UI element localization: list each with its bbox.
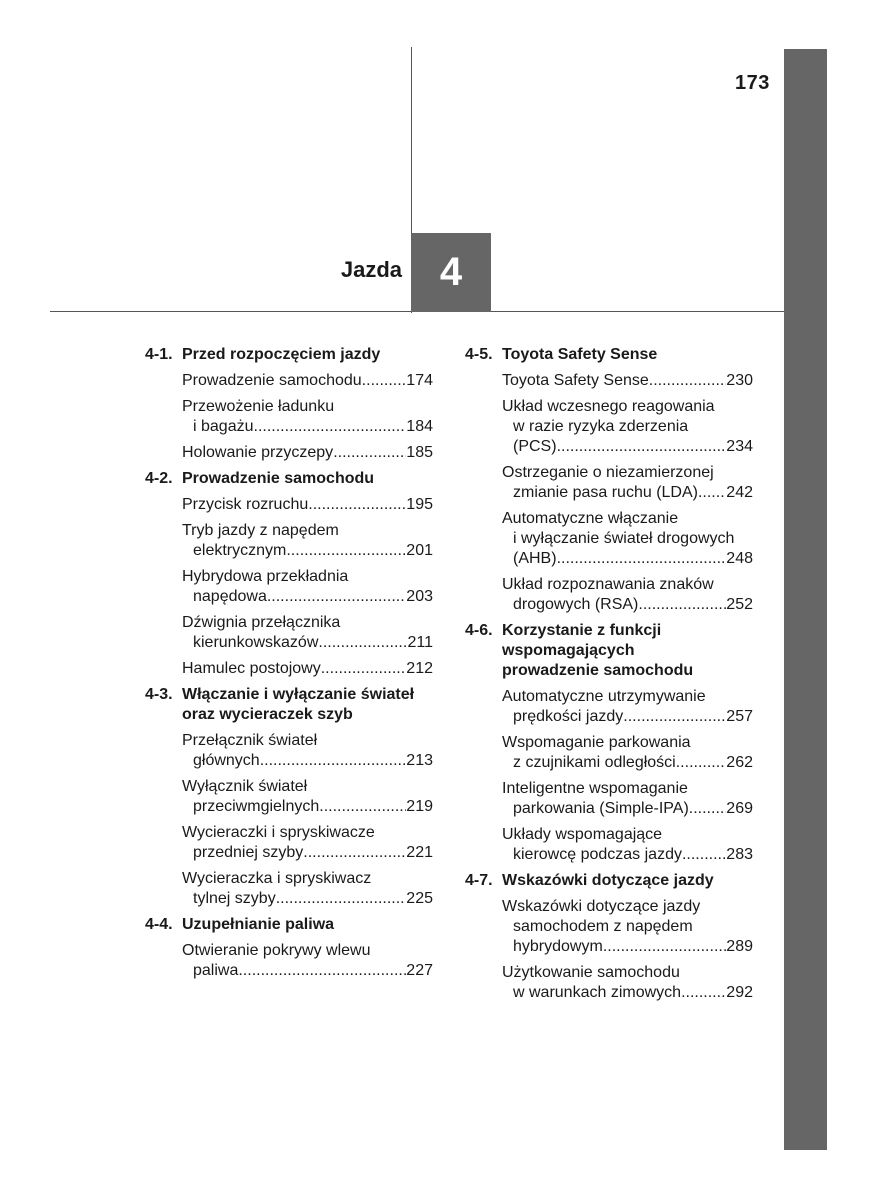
toc-leader-dots [319, 797, 406, 817]
toc-entry-text: tylnej szyby [193, 890, 276, 907]
toc-entry-line [502, 845, 753, 865]
toc-leader-dots [238, 961, 406, 981]
toc-entry[interactable] [182, 443, 433, 463]
toc-section-number: 4-1. [145, 346, 173, 363]
toc-entry-line [502, 437, 753, 457]
toc-column-right [465, 345, 753, 1009]
toc-entry-text: Wspomaganie parkowania [502, 734, 691, 751]
toc-entry-line [502, 687, 753, 707]
toc-page-number: 242 [726, 484, 753, 501]
toc-entry-text: paliwa [193, 962, 239, 979]
toc-page-number: 219 [406, 798, 433, 815]
toc-leader-dots [557, 549, 727, 569]
toc-section-title [182, 915, 334, 935]
toc-page-number: 252 [726, 596, 753, 613]
chapter-number: 4 [439, 250, 463, 294]
toc-entry-text: Otwieranie pokrywy wlewu [182, 942, 371, 959]
toc-leader-dots [260, 751, 407, 771]
toc-entry-text: w razie ryzyka zderzenia [513, 418, 689, 435]
toc-entry-text: Przełącznik świateł [182, 732, 318, 749]
toc-entry-line [502, 825, 753, 845]
toc-entry-line [502, 509, 753, 529]
toc-page-number: 174 [406, 372, 433, 389]
toc-entry-line [182, 961, 433, 981]
toc-page-number: 257 [726, 708, 753, 725]
toc-leader-dots [557, 437, 727, 457]
toc-entry-line [502, 779, 753, 799]
toc-entry-line [502, 483, 753, 503]
toc-entry-line [182, 823, 433, 843]
toc-entry-line [182, 777, 433, 797]
toc-leader-dots [682, 845, 726, 865]
toc-leader-dots [254, 417, 407, 437]
toc-entry[interactable] [502, 371, 753, 391]
toc-entry-text: samochodem z napędem [513, 918, 693, 935]
toc-entry-text: parkowania (Simple-IPA) [513, 800, 689, 817]
toc-entry[interactable] [502, 733, 753, 773]
toc-entry-text: Inteligentne wspomaganie [502, 780, 688, 797]
toc-entry-line [182, 633, 433, 653]
toc-page-number: 269 [726, 800, 753, 817]
toc-entry-line [502, 963, 753, 983]
toc-entry-text: przeciwmgielnych [193, 798, 320, 815]
toc-section-title-line: Wskazówki dotyczące jazdy [502, 872, 714, 889]
toc-section-title-line: Uzupełnianie paliwa [182, 916, 335, 933]
toc-entry[interactable] [502, 575, 753, 615]
toc-entry[interactable] [182, 521, 433, 561]
toc-entry-line [502, 575, 753, 595]
toc-section-title [502, 621, 693, 681]
toc-section-title [182, 685, 414, 725]
toc-entry-line [182, 889, 433, 909]
toc-page-number: 221 [406, 844, 433, 861]
toc-page-number: 201 [406, 542, 433, 559]
toc-entry-line [182, 417, 433, 437]
toc-entry[interactable] [182, 869, 433, 909]
toc-entry[interactable] [182, 941, 433, 981]
toc-entry-line [502, 753, 753, 773]
toc-entry-line [502, 707, 753, 727]
toc-section-heading [145, 345, 433, 365]
toc-entry-text: Układy wspomagające [502, 826, 663, 843]
toc-page-number: 185 [406, 444, 433, 461]
toc-entry[interactable] [502, 687, 753, 727]
toc-entry-line [182, 659, 433, 679]
toc-section-title-line: Prowadzenie samochodu [182, 470, 375, 487]
toc-entry-text: Prowadzenie samochodu [182, 372, 362, 389]
toc-section-title [182, 469, 374, 489]
toc-entry-line [502, 595, 753, 615]
toc-entry[interactable] [182, 659, 433, 679]
toc-entry[interactable] [502, 779, 753, 819]
chapter-number-box [411, 233, 491, 312]
toc-entry-text: Dźwignia przełącznika [182, 614, 341, 631]
toc-section-heading [145, 469, 433, 489]
toc-section-number: 4-4. [145, 916, 173, 933]
toc-section-title [182, 345, 380, 365]
toc-entry-text: Układ rozpoznawania znaków [502, 576, 714, 593]
toc-section-title-line: Włączanie i wyłączanie świateł [182, 686, 415, 703]
toc-entry-line [502, 733, 753, 753]
toc-entry-text: z czujnikami odległości [513, 754, 676, 771]
toc-entry-line [502, 917, 753, 937]
toc-leader-dots [698, 483, 726, 503]
toc-entry-text: Holowanie przyczepy [182, 444, 334, 461]
toc-leader-dots [308, 495, 406, 515]
toc-page-number: 230 [726, 372, 753, 389]
toc-entry-line [182, 731, 433, 751]
page-number: 173 [735, 72, 770, 94]
toc-page-number: 262 [726, 754, 753, 771]
toc-entry-text: Automatyczne włączanie [502, 510, 679, 527]
toc-section-heading [145, 685, 433, 725]
toc-entry-text: kierunkowskazów [193, 634, 319, 651]
toc-entry-text: prędkości jazdy [513, 708, 624, 725]
toc-entry-text: zmianie pasa ruchu (LDA) [513, 484, 698, 501]
toc-entry[interactable] [502, 963, 753, 1003]
toc-entry[interactable] [502, 897, 753, 957]
toc-page-number: 213 [406, 752, 433, 769]
toc-section-title [502, 345, 657, 365]
chapter-side-tab [784, 49, 827, 1150]
toc-section-title-line: Przed rozpoczęciem jazdy [182, 346, 381, 363]
toc-entry-line [502, 897, 753, 917]
toc-entry-text: Hybrydowa przekładnia [182, 568, 349, 585]
toc-entry[interactable] [502, 825, 753, 865]
toc-leader-dots [623, 707, 726, 727]
toc-section-number: 4-5. [465, 346, 493, 363]
toc-page-number: 248 [726, 550, 753, 567]
toc-entry-line [182, 843, 433, 863]
toc-entry-line [502, 937, 753, 957]
toc-entry-line [182, 869, 433, 889]
toc-page-number: 203 [406, 588, 433, 605]
toc-entry-line [182, 495, 433, 515]
toc-entry-line [502, 983, 753, 1003]
toc-entry-text: Wycieraczki i spryskiwacze [182, 824, 375, 841]
toc-leader-dots [603, 937, 726, 957]
toc-entry-line [502, 371, 753, 391]
toc-entry-text: Przewożenie ładunku [182, 398, 335, 415]
toc-entry-line [502, 417, 753, 437]
chapter-title: Jazda [340, 257, 402, 282]
toc-entry-text: Tryb jazdy z napędem [182, 522, 339, 539]
toc-entry-line [182, 397, 433, 417]
toc-section-number: 4-2. [145, 470, 173, 487]
toc-entry-text: Toyota Safety Sense [502, 372, 649, 389]
toc-entry-line [182, 613, 433, 633]
toc-section-heading [465, 621, 753, 681]
toc-entry-line [182, 521, 433, 541]
toc-section-title-line: wspomagających [502, 642, 635, 659]
toc-entry[interactable] [182, 495, 433, 515]
toc-entry-text: przedniej szyby [193, 844, 304, 861]
toc-entry[interactable] [182, 397, 433, 437]
toc-entry-text: Układ wczesnego reagowania [502, 398, 715, 415]
toc-entry-text: Użytkowanie samochodu [502, 964, 680, 981]
toc-entry[interactable] [182, 823, 433, 863]
toc-entry-text: Wycieraczka i spryskiwacz [182, 870, 372, 887]
toc-section-title-line: prowadzenie samochodu [502, 662, 694, 679]
toc-section-title-line: Toyota Safety Sense [502, 346, 658, 363]
toc-leader-dots [276, 889, 407, 909]
toc-section-title [502, 871, 714, 891]
toc-leader-dots [638, 595, 726, 615]
toc-page-number: 195 [406, 496, 433, 513]
toc-entry-text: Przycisk rozruchu [182, 496, 309, 513]
toc-entry-text: hybrydowym [513, 938, 603, 955]
toc-page-number: 212 [406, 660, 433, 677]
toc-entry-text: drogowych (RSA) [513, 596, 639, 613]
toc-entry-line [502, 529, 753, 549]
toc-entry[interactable] [502, 509, 753, 569]
toc-entry-line [182, 797, 433, 817]
toc-entry-text: Hamulec postojowy [182, 660, 321, 677]
toc-entry-text: Wyłącznik świateł [182, 778, 308, 795]
toc-entry-line [502, 397, 753, 417]
toc-page-number: 225 [406, 890, 433, 907]
toc-entry-line [182, 941, 433, 961]
toc-entry-line [182, 443, 433, 463]
toc-entry-line [182, 587, 433, 607]
toc-entry-text: w warunkach zimowych [513, 984, 682, 1001]
toc-page-number: 289 [726, 938, 753, 955]
toc-leader-dots [333, 443, 406, 463]
toc-page-number: 283 [726, 846, 753, 863]
toc-leader-dots [676, 753, 727, 773]
toc-entry-line [502, 799, 753, 819]
toc-leader-dots [267, 587, 406, 607]
toc-leader-dots [321, 659, 407, 679]
toc-page-number: 292 [726, 984, 753, 1001]
toc-entry-text: i wyłączanie świateł drogowych [513, 530, 735, 547]
toc-page-number: 227 [406, 962, 433, 979]
toc-entry-text: i bagażu [193, 418, 254, 435]
toc-leader-dots [286, 541, 406, 561]
toc-leader-dots [318, 633, 407, 653]
toc-section-heading [465, 345, 753, 365]
toc-entry-line [182, 567, 433, 587]
toc-entry[interactable] [182, 613, 433, 653]
toc-entry-text: kierowcę podczas jazdy [513, 846, 682, 863]
toc-page-number: 211 [407, 634, 433, 651]
toc-entry-text: napędowa [193, 588, 267, 605]
toc-entry-text: głównych [193, 752, 260, 769]
toc-section-number: 4-6. [465, 622, 493, 639]
toc-entry-text: Automatyczne utrzymywanie [502, 688, 706, 705]
toc-entry-text: Wskazówki dotyczące jazdy [502, 898, 701, 915]
toc-page-number: 184 [406, 418, 433, 435]
toc-entry-line [502, 549, 753, 569]
toc-entry-text: elektrycznym [193, 542, 287, 559]
toc-entry-text: (PCS) [513, 438, 557, 455]
toc-leader-dots [649, 371, 727, 391]
toc-leader-dots [689, 799, 727, 819]
toc-entry[interactable] [182, 777, 433, 817]
toc-entry-text: Ostrzeganie o niezamierzonej [502, 464, 714, 481]
toc-entry[interactable] [182, 567, 433, 607]
toc-section-title-line: oraz wycieraczek szyb [182, 706, 353, 723]
toc-entry[interactable] [182, 371, 433, 391]
toc-section-number: 4-7. [465, 872, 493, 889]
toc-entry-text: (AHB) [513, 550, 557, 567]
toc-leader-dots [303, 843, 406, 863]
toc-entry[interactable] [502, 397, 753, 457]
toc-entry-line [182, 371, 433, 391]
toc-section-title-line: Korzystanie z funkcji [502, 622, 662, 639]
toc-leader-dots [362, 371, 407, 391]
toc-entry-line [502, 463, 753, 483]
toc-section-heading [145, 915, 433, 935]
toc-leader-dots [681, 983, 726, 1003]
toc-entry-line [182, 751, 433, 771]
toc-section-number: 4-3. [145, 686, 173, 703]
toc-column-left [145, 345, 433, 987]
toc-entry[interactable] [182, 731, 433, 771]
toc-entry-line [182, 541, 433, 561]
toc-section-heading [465, 871, 753, 891]
toc-page-number: 234 [726, 438, 753, 455]
toc-entry[interactable] [502, 463, 753, 503]
